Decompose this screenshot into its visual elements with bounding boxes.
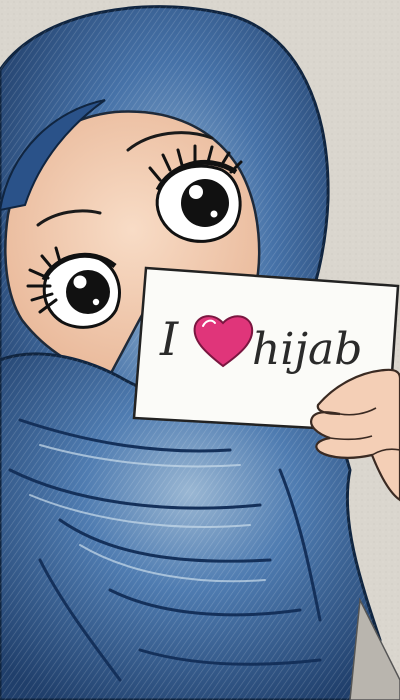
- sign-word-hijab: hijab: [252, 324, 363, 375]
- sign-word-i: I: [160, 312, 179, 366]
